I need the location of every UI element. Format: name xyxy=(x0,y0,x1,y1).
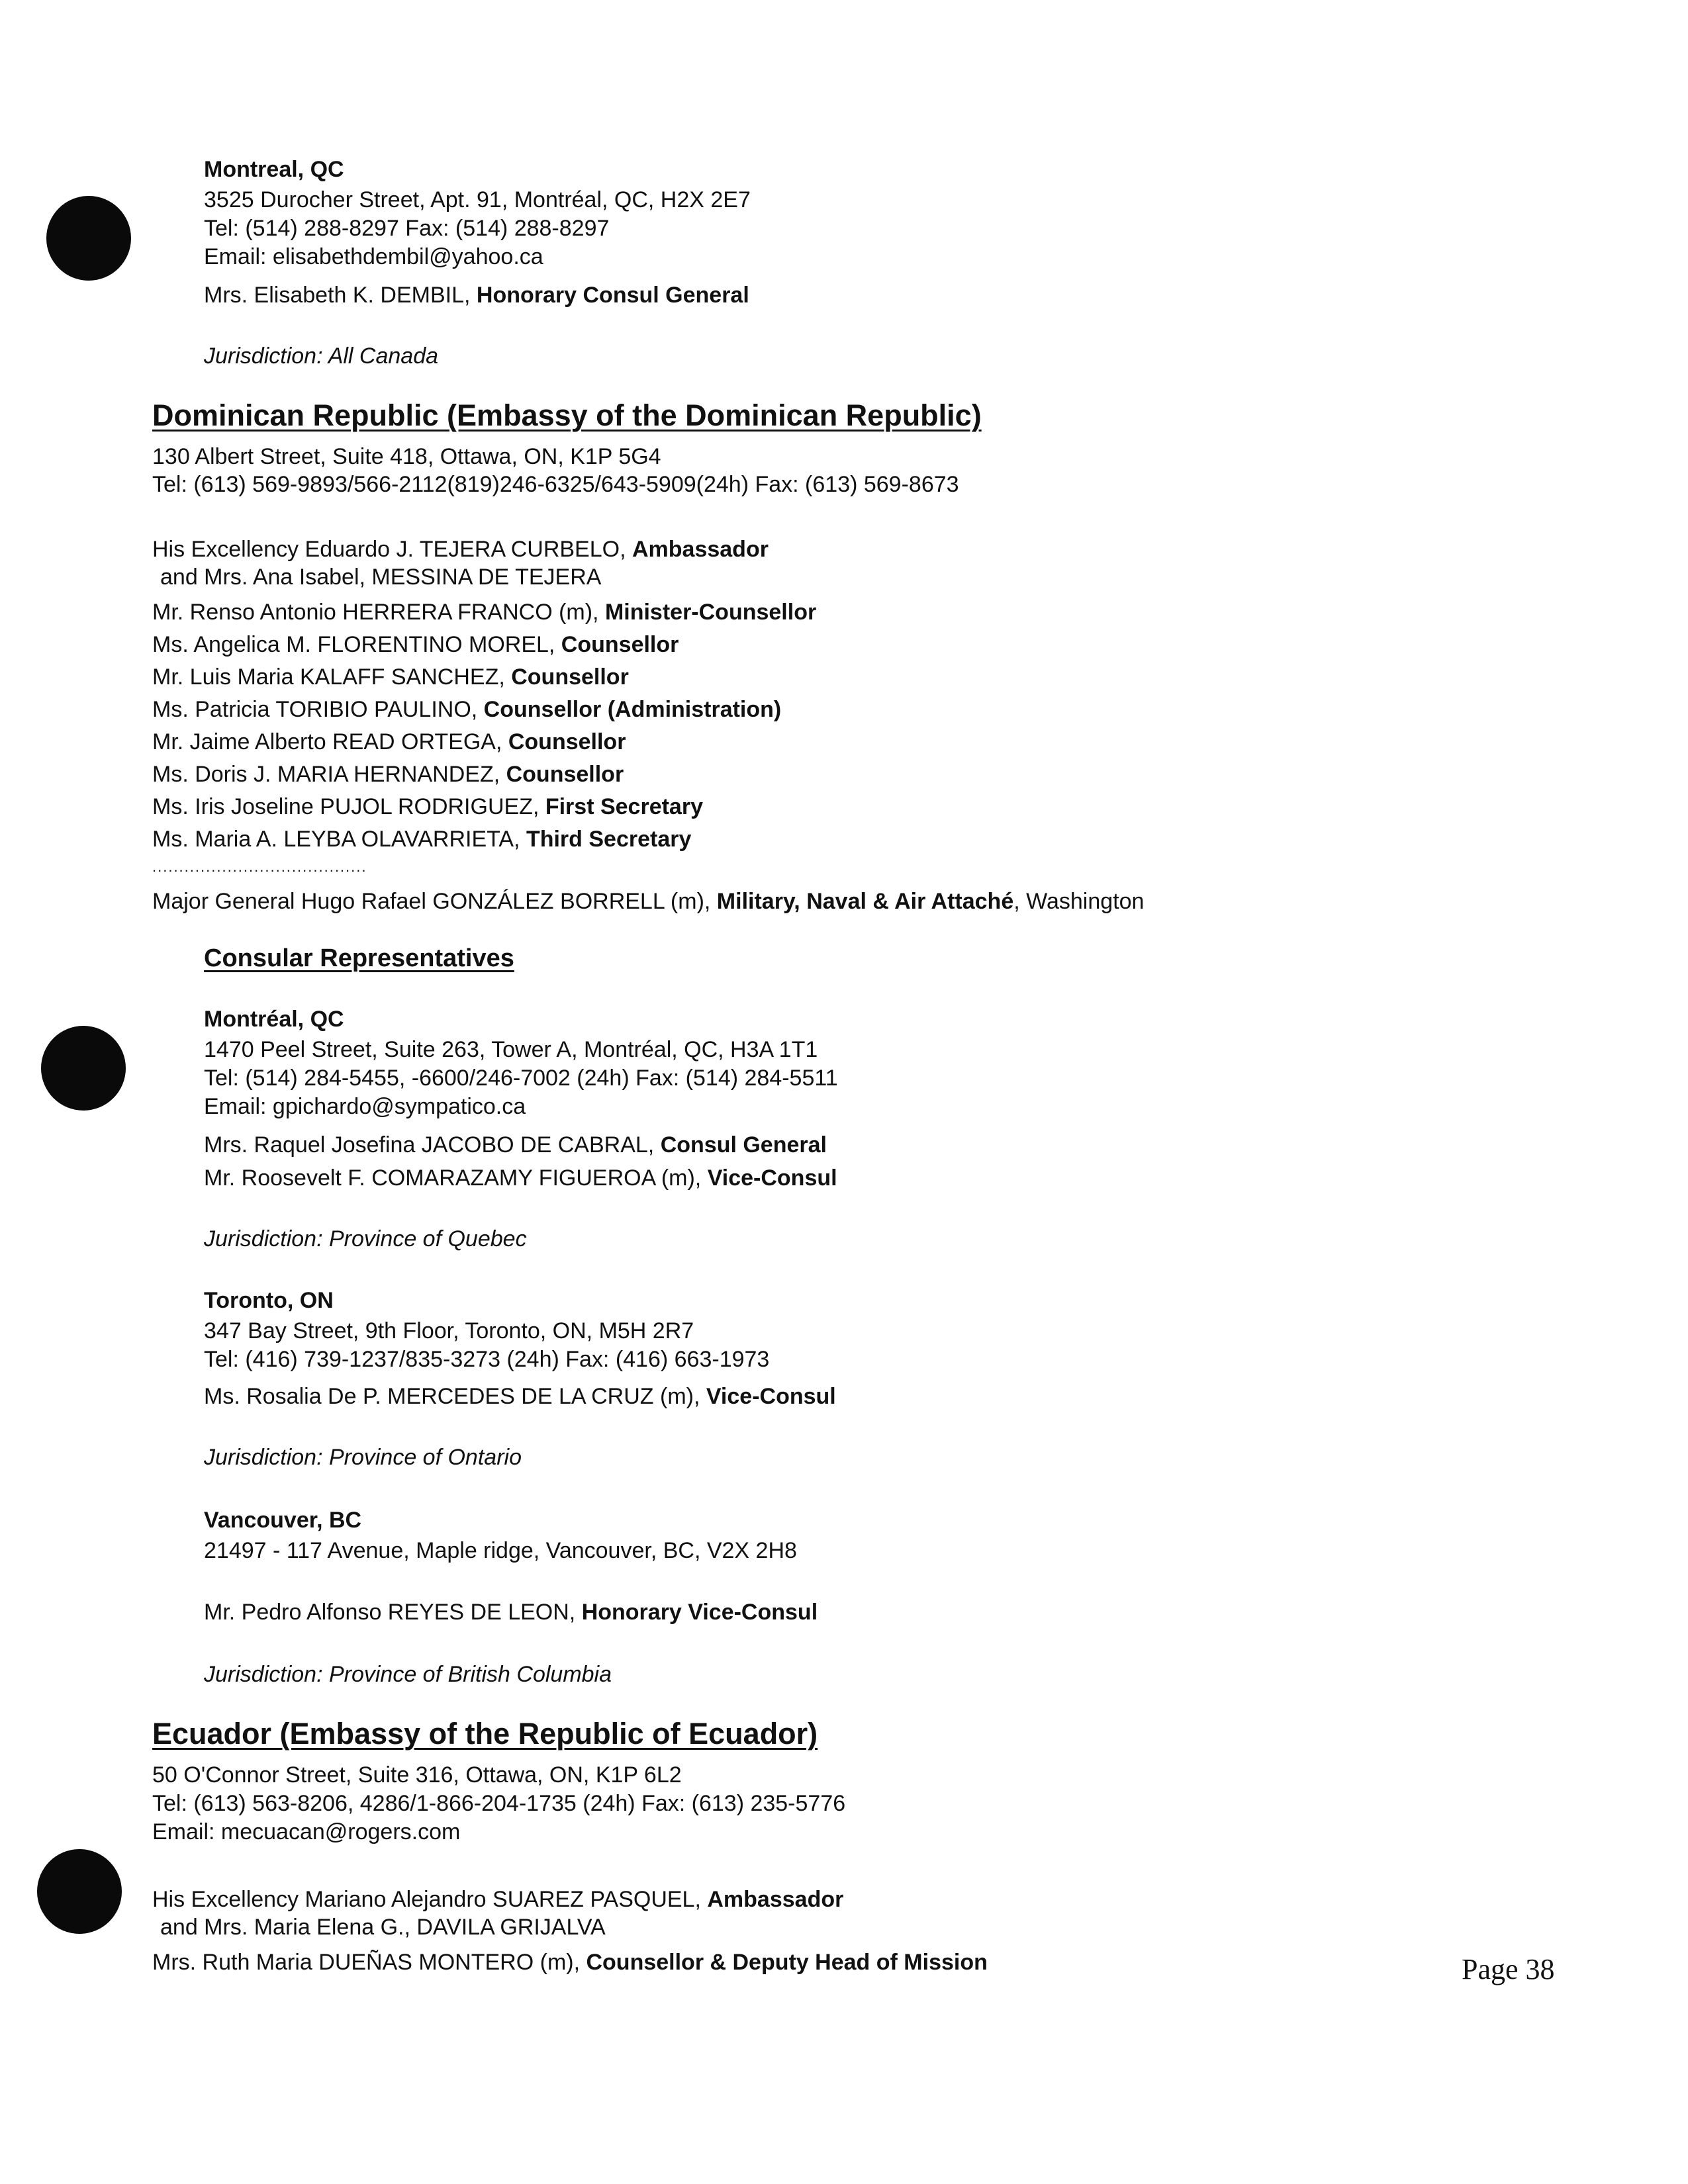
attache-location: , Washington xyxy=(1013,889,1145,914)
city-heading: Vancouver, BC xyxy=(204,1508,362,1533)
staff-name: Ms. Maria A. LEYBA OLAVARRIETA, xyxy=(152,827,526,852)
staff-title: Counsellor xyxy=(506,762,624,787)
staff-entry xyxy=(152,664,629,690)
page-number: Page 38 xyxy=(1462,1953,1555,1985)
person-title: Honorary Vice-Consul xyxy=(581,1600,818,1625)
embassy-email: Email: mecuacan@rogers.com xyxy=(152,1819,461,1844)
staff-entry xyxy=(152,794,703,820)
ambassador-spouse: and Mrs. Maria Elena G., DAVILA GRIJALVA xyxy=(160,1915,606,1940)
attache-entry xyxy=(152,888,1144,915)
dotted-separator: ........................................ xyxy=(152,858,367,875)
jurisdiction-line: Jurisdiction: Province of Ontario xyxy=(204,1445,522,1470)
staff-title: First Secretary xyxy=(545,794,703,819)
person-entry xyxy=(204,282,749,308)
person-title: Vice-Consul xyxy=(706,1384,836,1409)
attache-name: Major General Hugo Rafael GONZÁLEZ BORRELL (m), xyxy=(152,889,717,914)
email-line: Email: elisabethdembil@yahoo.ca xyxy=(204,244,543,269)
jurisdiction-line: Jurisdiction: Province of Quebec xyxy=(204,1226,527,1251)
staff-title: Counsellor (Administration) xyxy=(483,697,782,722)
staff-entry xyxy=(152,761,624,788)
person-entry xyxy=(204,1383,836,1410)
staff-title: Counsellor xyxy=(511,664,629,690)
staff-name: Mr. Jaime Alberto READ ORTEGA, xyxy=(152,729,508,754)
staff-name: Ms. Angelica M. FLORENTINO MOREL, xyxy=(152,632,561,657)
email-line: Email: gpichardo@sympatico.ca xyxy=(204,1094,526,1119)
country-heading-ecuador: Ecuador (Embassy of the Republic of Ecuador) xyxy=(152,1717,818,1751)
person-entry xyxy=(204,1165,837,1191)
ambassador-entry xyxy=(152,1886,843,1913)
staff-name: Ms. Patricia TORIBIO PAULINO, xyxy=(152,697,484,722)
ambassador-name: His Excellency Mariano Alejandro SUAREZ PASQUEL, xyxy=(152,1887,708,1912)
ambassador-name: His Excellency Eduardo J. TEJERA CURBELO, xyxy=(152,537,632,562)
embassy-address: 50 O'Connor Street, Suite 316, Ottawa, ON, K1P 6L2 xyxy=(152,1762,682,1788)
city-heading: Montréal, QC xyxy=(204,1007,344,1032)
staff-name: Mr. Renso Antonio HERRERA FRANCO (m), xyxy=(152,600,605,625)
person-name: Mrs. Raquel Josefina JACOBO DE CABRAL, xyxy=(204,1132,661,1158)
staff-name: Mr. Luis Maria KALAFF SANCHEZ, xyxy=(152,664,512,690)
ambassador-title: Ambassador xyxy=(632,537,769,562)
staff-entry xyxy=(152,826,691,852)
deputy-head-title: Counsellor & Deputy Head of Mission xyxy=(586,1950,988,1975)
address-line: 347 Bay Street, 9th Floor, Toronto, ON, M5H 2R7 xyxy=(204,1318,694,1343)
punch-hole-middle xyxy=(41,1026,126,1111)
ambassador-title: Ambassador xyxy=(707,1887,844,1912)
deputy-head-entry xyxy=(152,1949,988,1976)
punch-hole-bottom xyxy=(37,1849,122,1934)
person-entry xyxy=(204,1132,827,1158)
person-title: Honorary Consul General xyxy=(476,283,749,308)
punch-hole-top xyxy=(46,196,131,281)
jurisdiction-line: Jurisdiction: Province of British Columbia xyxy=(204,1662,612,1687)
embassy-address: 130 Albert Street, Suite 418, Ottawa, ON, K1P 5G4 xyxy=(152,444,661,469)
staff-entry xyxy=(152,631,679,658)
staff-name: Ms. Iris Joseline PUJOL RODRIGUEZ, xyxy=(152,794,545,819)
embassy-tel: Tel: (613) 563-8206, 4286/1-866-204-1735 (24h) Fax: (613) 235-5776 xyxy=(152,1791,846,1816)
jurisdiction-line: Jurisdiction: All Canada xyxy=(204,343,439,369)
staff-title: Counsellor xyxy=(508,729,626,754)
person-name: Mr. Roosevelt F. COMARAZAMY FIGUEROA (m), xyxy=(204,1165,708,1191)
ambassador-entry xyxy=(152,536,769,563)
tel-line: Tel: (416) 739-1237/835-3273 (24h) Fax: (416) 663-1973 xyxy=(204,1347,770,1372)
staff-title: Third Secretary xyxy=(526,827,692,852)
tel-line: Tel: (514) 284-5455, -6600/246-7002 (24h) Fax: (514) 284-5511 xyxy=(204,1066,838,1091)
person-name: Mrs. Elisabeth K. DEMBIL, xyxy=(204,283,477,308)
staff-entry xyxy=(152,599,816,625)
person-entry xyxy=(204,1599,818,1625)
address-line: 3525 Durocher Street, Apt. 91, Montréal, QC, H2X 2E7 xyxy=(204,187,751,212)
embassy-tel: Tel: (613) 569-9893/566-2112(819)246-6325/643-5909(24h) Fax: (613) 569-8673 xyxy=(152,472,959,497)
staff-entry xyxy=(152,729,626,755)
deputy-head-name: Mrs. Ruth Maria DUEÑAS MONTERO (m), xyxy=(152,1950,586,1975)
staff-title: Counsellor xyxy=(561,632,679,657)
ambassador-spouse: and Mrs. Ana Isabel, MESSINA DE TEJERA xyxy=(160,565,602,590)
country-heading-dominican-republic: Dominican Republic (Embassy of the Dominican Republic) xyxy=(152,398,982,432)
person-name: Mr. Pedro Alfonso REYES DE LEON, xyxy=(204,1600,582,1625)
staff-name: Ms. Doris J. MARIA HERNANDEZ, xyxy=(152,762,506,787)
staff-entry xyxy=(152,696,781,723)
person-name: Ms. Rosalia De P. MERCEDES DE LA CRUZ (m), xyxy=(204,1384,706,1409)
city-heading: Toronto, ON xyxy=(204,1288,334,1313)
attache-title: Military, Naval & Air Attaché xyxy=(716,889,1014,914)
person-title: Vice-Consul xyxy=(707,1165,837,1191)
tel-line: Tel: (514) 288-8297 Fax: (514) 288-8297 xyxy=(204,216,610,241)
city-heading: Montreal, QC xyxy=(204,157,344,182)
address-line: 21497 - 117 Avenue, Maple ridge, Vancouver, BC, V2X 2H8 xyxy=(204,1538,797,1563)
consular-representatives-heading: Consular Representatives xyxy=(204,944,514,972)
staff-title: Minister-Counsellor xyxy=(604,600,817,625)
address-line: 1470 Peel Street, Suite 263, Tower A, Montréal, QC, H3A 1T1 xyxy=(204,1037,818,1062)
person-title: Consul General xyxy=(660,1132,827,1158)
